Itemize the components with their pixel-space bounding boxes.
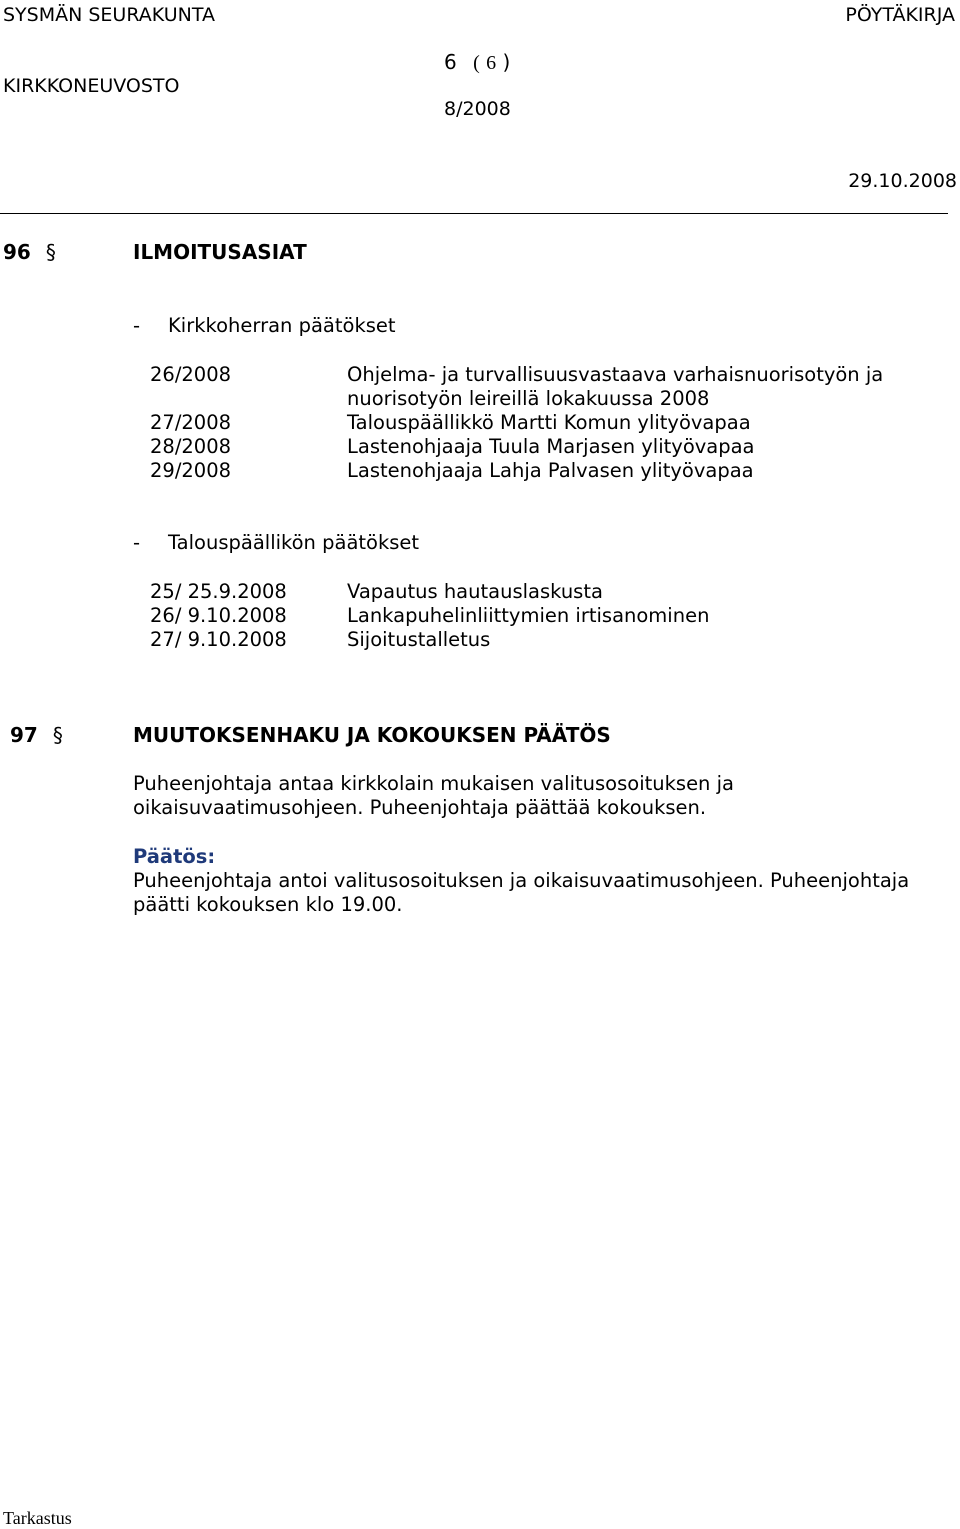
section-symbol-icon: §: [52, 723, 63, 747]
decision-text: Vapautus hautauslaskusta: [347, 580, 603, 603]
paragraph-line: oikaisuvaatimusohjeen. Puheenjohtaja päättää kokouksen.: [133, 796, 707, 819]
decision-number: 29/2008: [150, 459, 232, 482]
section-97-title: MUUTOKSENHAKU JA KOKOUKSEN PÄÄTÖS: [133, 723, 611, 747]
page-total: 6: [486, 52, 497, 74]
organization-name: SYSMÄN SEURAKUNTA: [3, 4, 215, 26]
decision-text: Lastenohjaaja Lahja Palvasen ylityövapaa: [347, 459, 754, 482]
section-symbol-icon: §: [45, 240, 56, 264]
decision-text: Lastenohjaaja Tuula Marjasen ylityövapaa: [347, 435, 755, 458]
section-96-number: 96: [3, 240, 31, 264]
meeting-number: 8/2008: [444, 98, 511, 120]
decision-number: 27/2008: [150, 411, 232, 434]
decision-text: Talouspäällikkö Martti Komun ylityövapaa: [347, 411, 751, 434]
meeting-date: 29.10.2008: [848, 170, 957, 192]
section-96-heading: [3, 240, 56, 264]
section-97-heading: [10, 723, 63, 747]
decision-text: Sijoitustalletus: [347, 628, 491, 651]
group-dash: -: [133, 531, 141, 554]
decision-text: Ohjelma- ja turvallisuusvastaava varhaisnuorisotyön ja: [347, 363, 884, 386]
decision-number: 25/ 25.9.2008: [150, 580, 287, 603]
page-open-paren: (: [473, 52, 480, 74]
group-title-talouspaallikko: Talouspäällikön päätökset: [168, 531, 420, 554]
group-title-kirkkoherra: Kirkkoherran päätökset: [168, 314, 396, 337]
section-96-title: ILMOITUSASIAT: [133, 240, 307, 264]
document-type: PÖYTÄKIRJA: [845, 4, 955, 26]
decision-label: Päätös:: [133, 845, 216, 868]
footer-label: Tarkastus: [3, 1508, 72, 1528]
decision-text-cont: nuorisotyön leireillä lokakuussa 2008: [347, 387, 710, 410]
decision-line: päätti kokouksen klo 19.00.: [133, 893, 403, 916]
page-current: 6: [444, 50, 457, 74]
section-97-number: 97: [10, 723, 38, 747]
paragraph-line: Puheenjohtaja antaa kirkkolain mukaisen valitusosoituksen ja: [133, 772, 734, 795]
page-close-paren: ): [502, 50, 511, 74]
decision-number: 28/2008: [150, 435, 232, 458]
decision-number: 27/ 9.10.2008: [150, 628, 287, 651]
header-divider: [0, 213, 948, 214]
decision-text: Lankapuhelinliittymien irtisanominen: [347, 604, 710, 627]
decision-number: 26/2008: [150, 363, 232, 386]
page-number: [444, 50, 510, 75]
decision-number: 26/ 9.10.2008: [150, 604, 287, 627]
decision-line: Puheenjohtaja antoi valitusosoituksen ja oikaisuvaatimusohjeen. Puheenjohtaja: [133, 869, 910, 892]
group-dash: -: [133, 314, 141, 337]
body-name: KIRKKONEUVOSTO: [3, 75, 180, 97]
